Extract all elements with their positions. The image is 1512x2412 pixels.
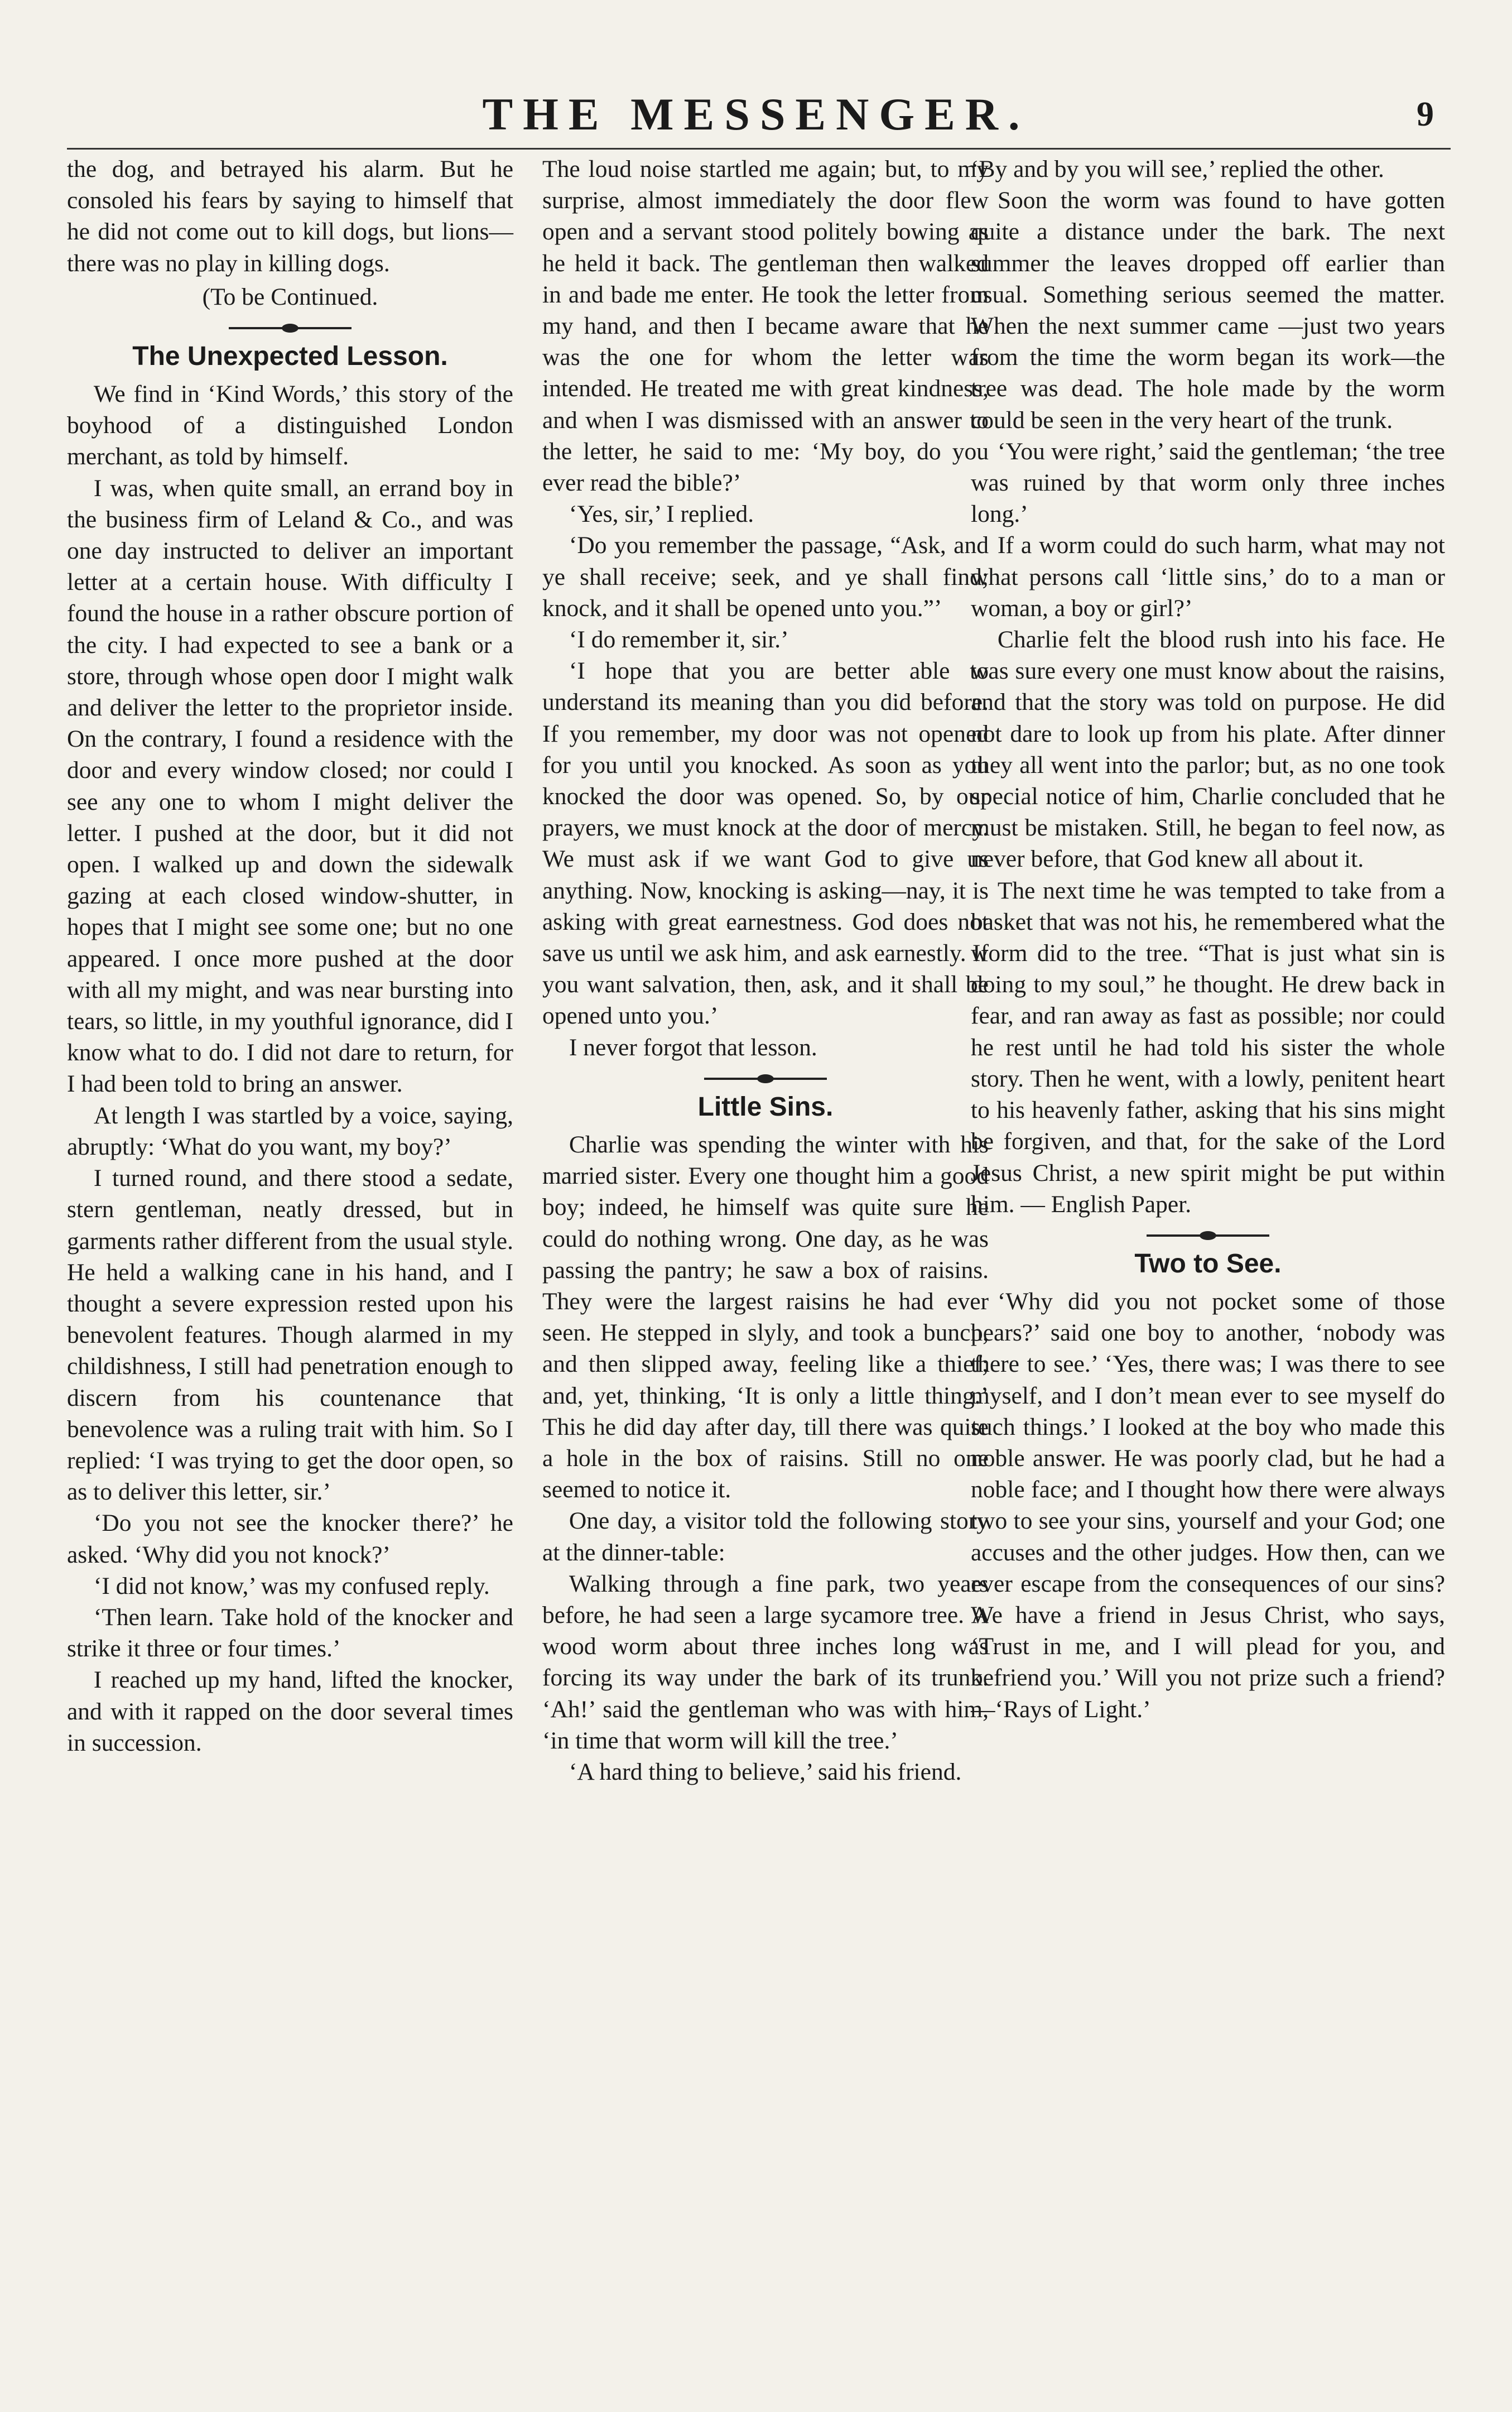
section-divider [1147,1234,1269,1237]
section-divider [229,327,351,329]
paragraph: ‘I did not know,’ was my confused reply. [93,1572,490,1599]
heading-two-to-see: Two to See. [1134,1248,1282,1279]
masthead [0,84,1512,145]
paragraph: I turned round, and there stood a sedate, stern gentleman, neatly dressed, but in garments rather different from the usual style. He held a walking cane in his hand, and I thought a severe expression rested upon his benevolent features. Though alarmed in my childishness, I still had penetration enough to discern from his countenance that benevolence was a ruling trait with him. So I replied: ‘I was trying to get the door open, so as to deliver this letter, sir.’ [67,1165,513,1506]
paragraph: ‘Why did you not pocket some of those pears?’ said one boy to another, ‘nobody was there to see.’ ‘Yes, there was; I was there to see myself, and I don’t mean ever to see myself do such things.’ I looked at the boy who made this noble answer. He was poorly clad, but he had a noble face; and I thought how there were always two to see your sins, yourself and your God; one accuses and the other judges. How then, can we ever escape from the consequences of our sins? We have a friend in Jesus Christ, who says, ‘Trust in me, and I will plead for you, and befriend you.’ Will you not prize such a friend?—‘Rays of Light.’ [971,1287,1445,1723]
story-continuation: the dog, and betrayed his alarm. But he consoled his fears by saying to himself that he did not come out to kill dogs, but lions—there was no play in killing dogs. [67,156,513,277]
paragraph: ‘I do remember it, sir.’ [569,626,789,654]
paragraph: Soon the worm was found to have gotten quite a distance under the bark. The next summer the leaves dropped off earlier than usual. Something serious seemed the matter. When the next summer came —just two years from the time the worm began its work—the tree was dead. The hole made by the worm could be seen in the very heart of the trunk. [971,187,1445,434]
paragraph: ‘By and by you will see,’ replied the other. [971,156,1384,182]
to-be-continued: (To be Continued. [202,283,378,310]
column-1 [67,153,513,1758]
paragraph: ‘Do you remember the passage, “Ask, and ye shall receive; seek, and ye shall find; knock, and it shall be opened unto you.”’ [542,532,989,622]
masthead-rule [67,148,1451,150]
page-number: 9 [1417,95,1434,133]
column-2 [542,153,989,1788]
paragraph: At length I was startled by a voice, saying, abruptly: ‘What do you want, my boy?’ [67,1102,513,1160]
paragraph: Charlie felt the blood rush into his face. He was sure every one must know about the raisins, and that the story was told on purpose. He did not dare to look up from his plate. After dinner they all went into the parlor; but, as no one took special notice of him, Charlie concluded that he must be mistaken. Still, he began to feel now, as never before, that God knew all about it. [971,626,1445,873]
section-divider [704,1078,827,1080]
column-3 [971,153,1445,1725]
heading-little-sins: Little Sins. [697,1092,834,1122]
paragraph: ‘Then learn. Take hold of the knocker and strike it three or four times.’ [67,1603,513,1663]
paragraph: ‘A hard thing to believe,’ said his friend. [569,1758,962,1785]
paragraph: ‘Yes, sir,’ I replied. [569,501,754,528]
paragraph: Charlie was spending the winter with his married sister. Every one thought him a good boy; indeed, he himself was quite sure he could do nothing wrong. One day, as he was passing the pantry; he saw a box of raisins. They were the largest raisins he had ever seen. He stepped in slyly, and took a bunch, and then slipped away, feeling like a thief; and, yet, thinking, ‘It is only a little thing.’ This he did day after day, till there was quite a hole in the box of raisins. Still no one seemed to notice it. [542,1131,989,1503]
paragraph: One day, a visitor told the following story at the dinner-table: [542,1507,989,1566]
paragraph: I never forgot that lesson. [569,1034,817,1061]
paragraph: I reached up my hand, lifted the knocker, and with it rapped on the door several times in succession. [67,1666,513,1756]
paragraph: The loud noise startled me again; but, to my surprise, almost immediately the door flew open and a servant stood politely bowing as he held it back. The gentleman then walked in and bade me enter. He took the letter from my hand, and then I became aware that he was the one for whom the letter was intended. He treated me with great kindness, and when I was dismissed with an answer to the letter, he said to me: ‘My boy, do you ever read the bible?’ [542,156,989,497]
paragraph: ‘I hope that you are better able to understand its meaning than you did before. If you remember, my door was not opened for you until you knocked. As soon as you knocked the door was opened. So, by our prayers, we must knock at the door of mercy. We must ask if we want God to give us anything. Now, knocking is asking—nay, it is asking with great earnestness. God does not save us until we ask him, and ask earnestly. If you want salvation, then, ask, and it shall be opened unto you.’ [542,657,989,1030]
masthead-title: THE MESSENGER. [482,89,1030,140]
paragraph: Walking through a fine park, two years before, he had seen a large sycamore tree. A wood worm about three inches long was forcing its way under the bark of its trunk. ‘Ah!’ said the gentleman who was with him, ‘in time that worm will kill the tree.’ [542,1570,989,1754]
paragraph: ‘Do you not see the knocker there?’ he asked. ‘Why did you not knock?’ [67,1510,513,1568]
paragraph: ‘You were right,’ said the gentleman; ‘the tree was ruined by that worm only three inches long.’ [971,438,1445,528]
paragraph: If a worm could do such harm, what may not what persons call ‘little sins,’ do to a man or woman, a boy or girl?’ [971,532,1445,622]
paragraph: I was, when quite small, an errand boy in the business firm of Leland & Co., and was one day instructed to deliver an important letter at a certain house. With difficulty I found the house in a rather obscure portion of the city. I had expected to see a bank or a store, through whose open door I might walk and deliver the letter to the proprietor inside. On the contrary, I found a residence with the door and every window closed; nor could I see any one to whom I might deliver the letter. I pushed at the door, but it did not open. I walked up and down the sidewalk gazing at each closed window-shutter, in hopes that I might see some one; but no one appeared. I once more pushed at the door with all my might, and was near bursting into tears, so little, in my youthful ignorance, did I know what to do. I did not dare to return, for I had been told to bring an answer. [67,474,513,1098]
heading-unexpected-lesson: The Unexpected Lesson. [132,342,448,372]
paragraph: We find in ‘Kind Words,’ this story of the boyhood of a distinguished London merchant, as told by himself. [67,381,513,470]
paragraph: The next time he was tempted to take from a basket that was not his, he remembered what the worm did to the tree. “That is just what sin is doing to my soul,” he thought. He drew back in fear, and ran away as fast as possible; nor could he rest until he had told his sister the whole story. Then he went, with a lowly, penitent heart to his heavenly father, asking that his sins might be forgiven, and that, for the sake of the Lord Jesus Christ, a new spirit might be put within him. — English Paper. [971,877,1445,1218]
